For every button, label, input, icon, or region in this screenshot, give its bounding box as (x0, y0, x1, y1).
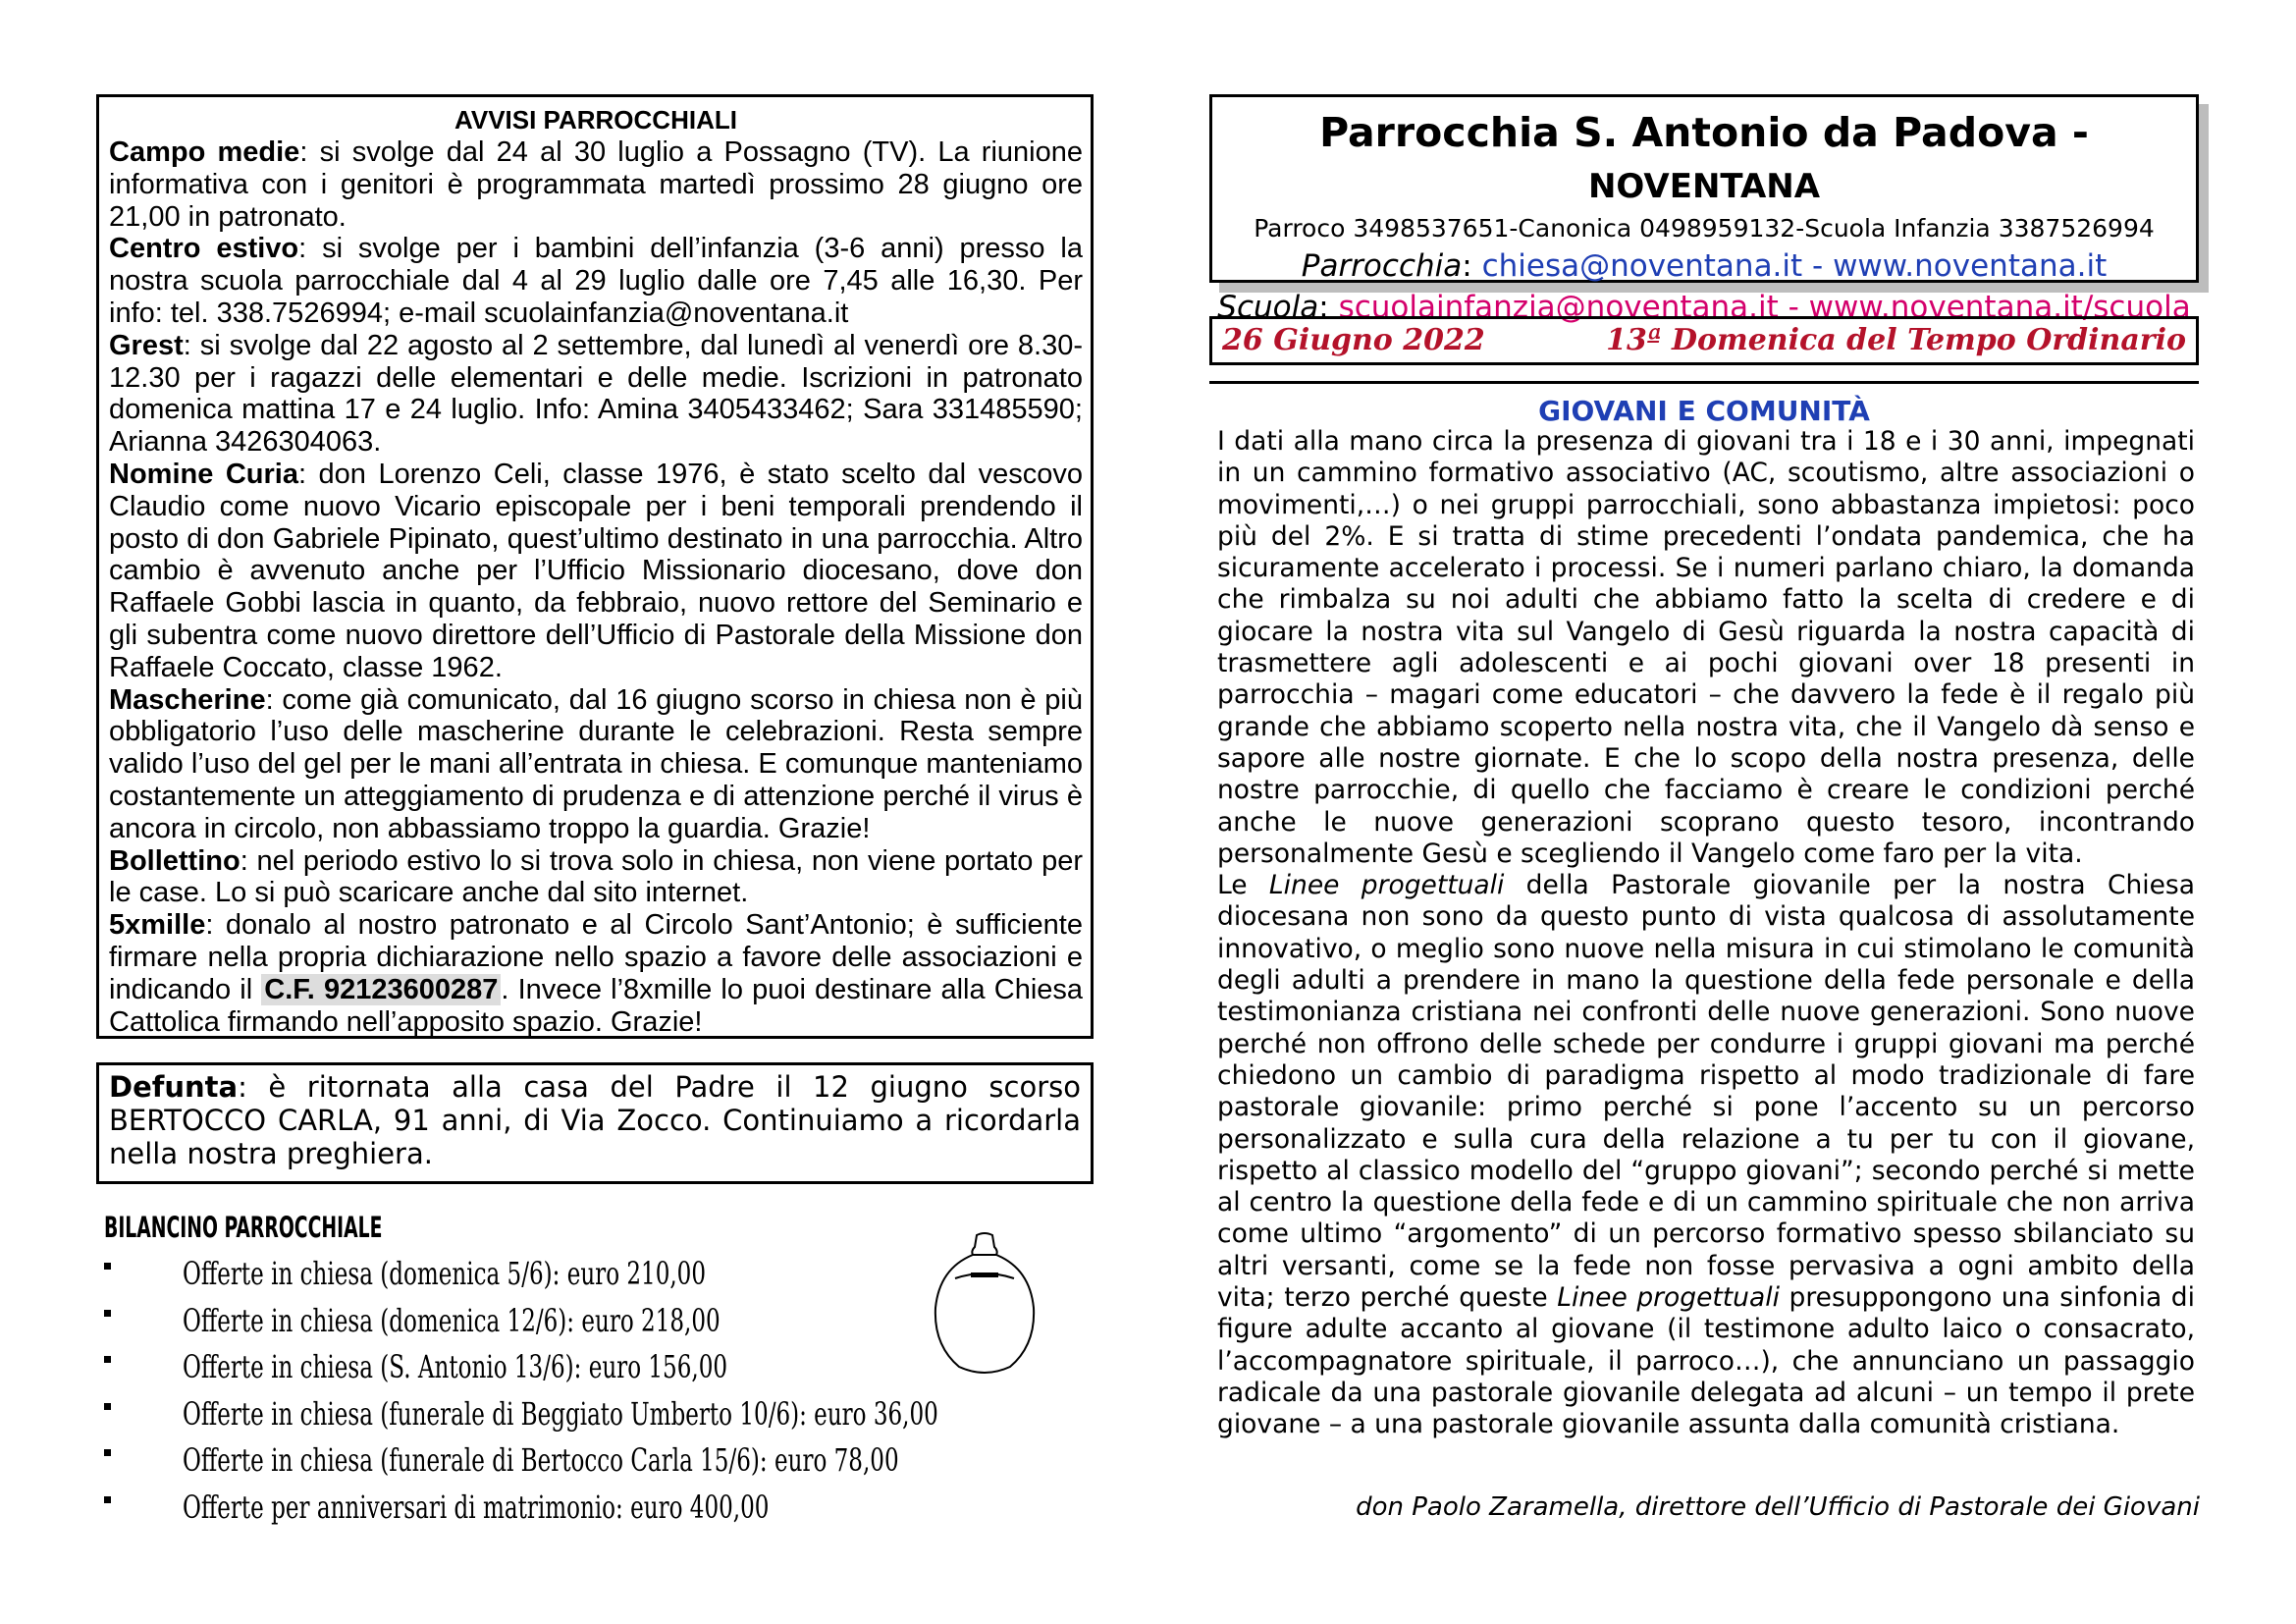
parish-title: Parrocchia S. Antonio da Padova - NOVENTANA (1319, 109, 2089, 206)
bilancino-title: BILANCINO PARROCCHIALE (104, 1211, 383, 1244)
bullet-icon (104, 1403, 111, 1410)
avviso-centro: Centro estivo: si svolge per i bambini dell’infanzia (3-6 anni) presso la nostra scuola parrocchiale dal 4 al 29 luglio dalle ore 7,45 alle 16,30. Per info: tel. 338.7526994; e-mail scuolainfanzia@noventana.it (109, 233, 1083, 329)
divider (1209, 381, 2199, 384)
bullet-icon (104, 1449, 111, 1456)
article-title: GIOVANI E COMUNITÀ (1538, 395, 1870, 427)
article-paragraph: I dati alla mano circa la presenza di giovani tra i 18 e i 30 anni, impegnati in un cammino formativo associativo (AC, scoutismo, altre associazioni o movimenti,…) o nei gruppi parrocchiali, sono abbastanza impietosi: poco più del 2%. E si tratta di stime precedenti l’ondata pandemica, che ha sicuramente accelerato i processi. Se i numeri parlano chiaro, la domanda che rimbalza su noi adulti che abbiamo fatto la scelta di credere e di giocare la nostra vita sul Vangelo di Gesù riguarda la nostra capacità di trasmettere agli adolescenti e ai pochi giovani over 18 presenti in parrocchia – magari come educatori – che davvero la fede è il regalo più grande che abbiamo scoperto nella nostra vita, che il Vangelo dà senso e sapore alle nostre giornate. E che lo scopo della nostra presenza, delle nostre parrocchie, di quello che facciamo è creare le condizioni perché anche le nuove generazioni scoprano questo tesoro, incontrando personalmente Gesù e scegliendo il Vangelo come faro per la vita. (1217, 426, 2195, 869)
avvisi-box (96, 94, 1094, 1039)
bullet-icon (104, 1263, 111, 1270)
parish-links[interactable]: chiesa@noventana.it - www.noventana.it (1481, 248, 2108, 284)
article-body (1217, 426, 2195, 1441)
avviso-bollettino: Bollettino: nel periodo estivo lo si trova solo in chiesa, non viene portato per le case. Lo si può scaricare anche dal sito internet. (109, 844, 1083, 909)
parish-header (1209, 94, 2199, 325)
avvisi-title: AVVISI PARROCCHIALI (454, 105, 737, 135)
avviso-mascherine: Mascherine: come già comunicato, dal 16 giugno scorso in chiesa non è più obbligatorio l’uso delle mascherine durante le celebrazioni. Resta sempre valido l’uso del gel per le mani all’entrata in chiesa. E comunque manteniamo costantemente un atteggiamento di prudenza e di attenzione perché il virus è ancora in circolo, non abbassiamo troppo la guardia. Grazie! (109, 683, 1083, 844)
defunta-label: Defunta (109, 1070, 239, 1104)
defunta-box (96, 1062, 1094, 1184)
article-signature: don Paolo Zaramella, direttore dell’Ufficio di Pastorale dei Giovani (1356, 1492, 2200, 1522)
liturgical-sunday: 13ª Domenica del Tempo Ordinario (1606, 323, 2186, 357)
avviso-5xmille: 5xmille: donalo al nostro patronato e al Circolo Sant’Antonio; è sufficiente firmare nella propria dichiarazione nello spazio a favore delle associazioni e indicando il C.F. 92123600287 . Invece l’8xmille lo puoi destinare alla Chiesa Cattolica firmando nell’apposito spazio. Grazie! (109, 909, 1084, 1038)
issue-date: 26 Giugno 2022 (1222, 323, 1485, 357)
school-contacts: Scuola: scuolainfanzia@noventana.it - www.noventana.it/scuola (1217, 290, 2191, 325)
bullet-icon (104, 1310, 111, 1317)
dateline (1209, 316, 2199, 365)
avviso-nomine: Nomine Curia: don Lorenzo Celi, classe 1976, è stato scelto dal vescovo Claudio come nuovo Vicario episcopale per i beni temporali prendendo il posto di don Gabriele Pipinato, quest’ultimo destinato in una parrocchia. Altro cambio è avvenuto anche per l’Ufficio Missionario diocesano, dove don Raffaele Gobbi lascia in quanto, da febbraio, nuovo rettore del Seminario e gli subentra come nuovo direttore dell’Ufficio di Pastorale della Missione don Raffaele Coccato, classe 1962. (109, 458, 1083, 683)
article-paragraph: Le Linee progettuali della Pastorale giovanile per la nostra Chiesa diocesana non sono da questo punto di vista qualcosa di assolutamente innovativo, o meglio sono nuove nella misura in cui stimolano le comunità degli adulti a prendere in mano la questione della fede personale e della testimonianza cristiana nei confronti delle nuove generazioni. Sono nuove perché non offrono delle schede per condurre i gruppi giovani ma perché chiedono un cambio di paradigma rispetto al modo tradizionale di fare pastorale giovanile: primo perché si pone l’accento su un percorso personalizzato e sulla cura della relazione a tu per tu con il giovane, rispetto al classico modello del “gruppo giovani”; secondo perché si mette al centro la questione della fede e di un cammino spirituale che non arriva come ultimo “argomento” di un percorso formativo spesso sbilanciato su altri versanti, come se la fede non fosse pervasiva a ogni ambito della vita; terzo perché queste Linee progettuali presuppongono una sinfonia di figure adulte accanto al giovane (il testimone adulto laico o consacrato, l’accompagnatore spirituale, il parroco…), che annunciano un passaggio radicale da una pastorale giovanile delegata ad alcuni – un tempo il prete giovane – a una pastorale giovanile assunta dalla comunità cristiana. (1217, 870, 2195, 1440)
avviso-campo: Campo medie: si svolge dal 24 al 30 luglio a Possagno (TV). La riunione informativa con i genitori è programmata martedì prossimo 28 giugno ore 21,00 in patronato. (109, 136, 1083, 233)
piggy-jar-icon (926, 1229, 1043, 1377)
codice-fiscale: C.F. 92123600287 (261, 974, 501, 1005)
parish-phones: Parroco 3498537651-Canonica 0498959132-Scuola Infanzia 3387526994 (1254, 214, 2155, 243)
school-links[interactable]: scuolainfanzia@noventana.it - www.noventana.it/scuola (1338, 290, 2191, 325)
bullet-icon (104, 1356, 111, 1363)
defunta-text: : è ritornata alla casa del Padre il 12 giugno scorso BERTOCCO CARLA, 91 anni, di Via Zocco. Continuiamo a ricordarla nella nostra preghiera. (109, 1070, 1081, 1170)
parish-contacts: Parrocchia: chiesa@noventana.it - www.noventana.it (1301, 248, 2108, 284)
avviso-grest: Grest: si svolge dal 22 agosto al 2 settembre, dal lunedì al venerdì ore 8.30-12.30 per i ragazzi delle elementari e delle medie. Iscrizioni in patronato domenica mattina 17 e 24 luglio. Info: Amina 3405433462; Sara 331485590; Arianna 3426304063. (109, 329, 1083, 459)
bullet-icon (104, 1496, 111, 1503)
